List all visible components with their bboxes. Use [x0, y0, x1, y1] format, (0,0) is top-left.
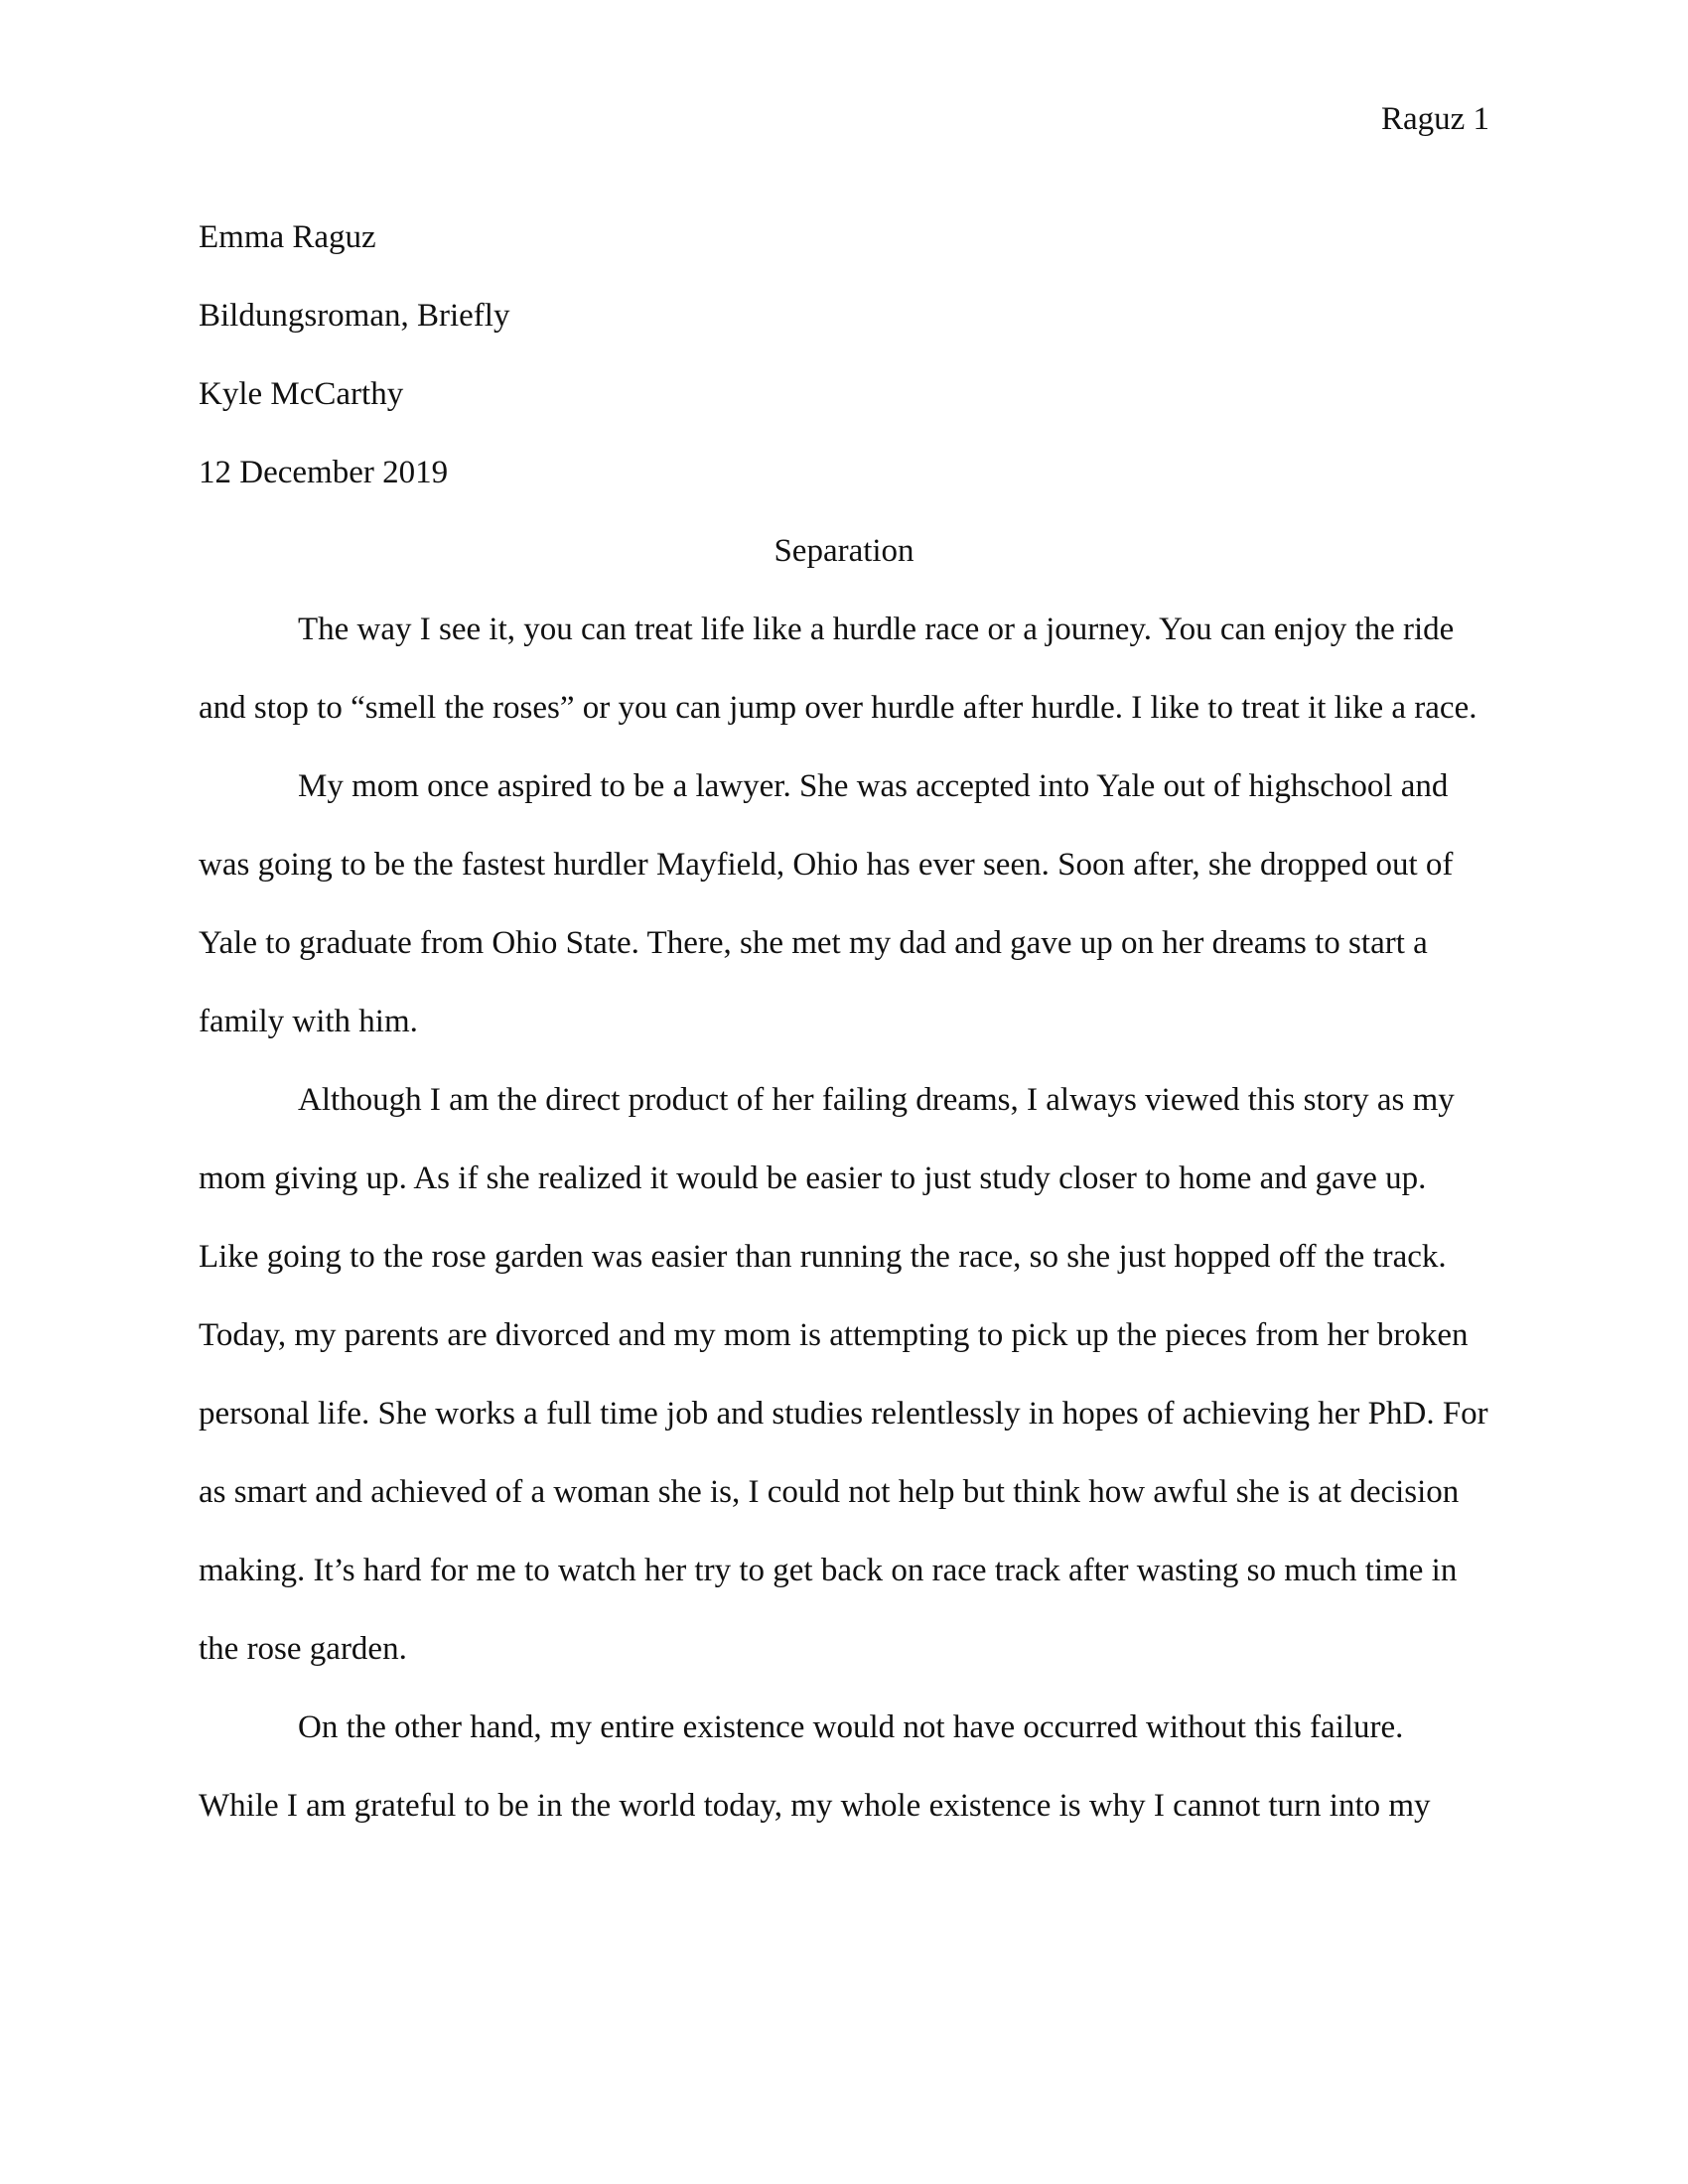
- date: 12 December 2019: [199, 455, 449, 490]
- paragraph-2: My mom once aspired to be a lawyer. She was accepted into Yale out of highschool and was going to be the fastest hurdler Mayfield, Ohio has ever seen. Soon after, she dropped out of Yale to graduate from Ohio State. There, she met my dad and gave up on her dreams to start a family with him.: [199, 768, 1454, 1039]
- essay-title: Separation: [774, 533, 914, 569]
- paragraph-3: Although I am the direct product of her failing dreams, I always viewed this story as my mom giving up. As if she realized it would be easier to just study closer to home and gave up. Like going to the rose garden was easier than running the race, so she just hopped off the track. Today, my parents are divorced and my mom is attempting to pick up the pieces from her broken personal life. She works a full time job and studies relentlessly in hopes of achieving her PhD. For as smart and achieved of a woman she is, I could not help but think how awful she is at decision making. It’s hard for me to watch her try to get back on race track after wasting so much time in the rose garden.: [199, 1082, 1488, 1667]
- paragraph-4: On the other hand, my entire existence would not have occurred without this failure. While I am grateful to be in the world today, my whole existence is why I cannot turn into my: [199, 1709, 1431, 1824]
- author-name: Emma Raguz: [199, 219, 376, 255]
- running-header: Raguz 1: [1380, 101, 1489, 137]
- instructor-name: Kyle McCarthy: [199, 376, 404, 412]
- document-body: [199, 199, 1489, 1845]
- paragraph-1: The way I see it, you can treat life like a hurdle race or a journey. You can enjoy the ride and stop to “smell the roses” or you can jump over hurdle after hurdle. I like to treat it like a race.: [199, 612, 1477, 726]
- course-name: Bildungsroman, Briefly: [199, 298, 510, 334]
